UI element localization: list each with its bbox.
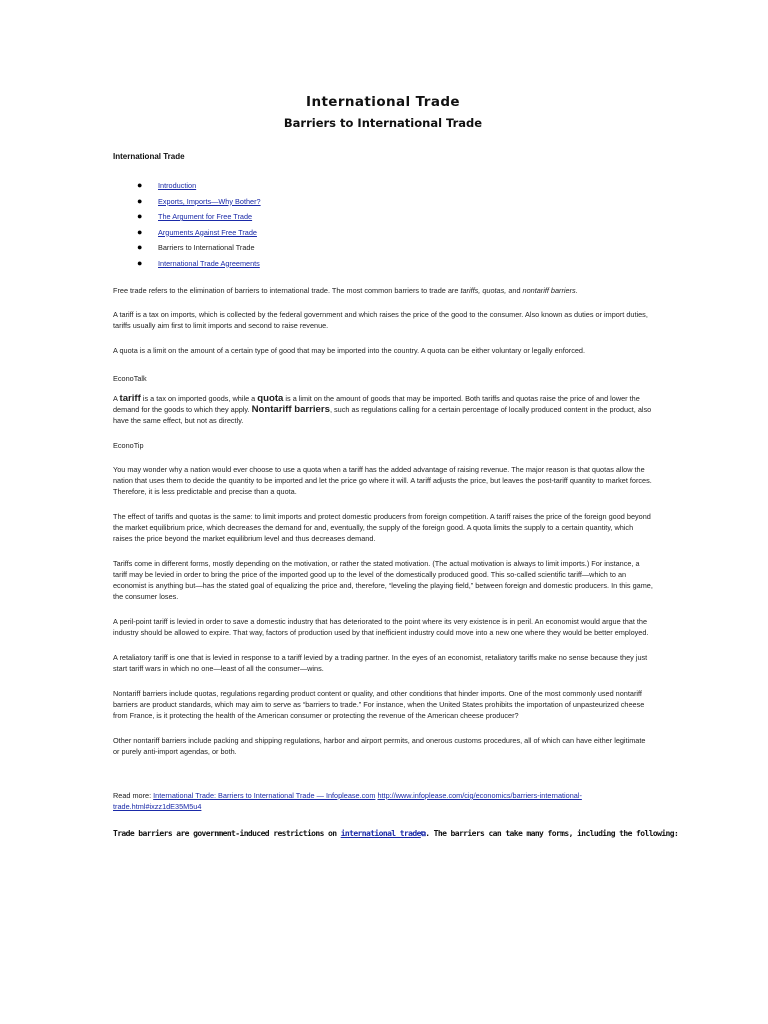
bullet-icon: ● <box>137 180 143 190</box>
toc-item <box>137 243 653 259</box>
intro-text: Free trade refers to the elimination of barriers to international trade. The most common barriers to trade are <box>113 286 461 295</box>
quota-paragraph: A quota is a limit on the amount of a certain type of good that may be imported into the country. A quota can be either voluntary or legally enforced. <box>113 346 586 355</box>
toc-item[interactable] <box>137 197 653 213</box>
read-more <box>113 790 653 812</box>
econotalk-text: is a limit on the amount of goods that may be imported. Both tariffs and quotas raise the price of and lower the demand for the goods to which they apply. <box>113 394 640 414</box>
table-of-contents <box>113 181 653 274</box>
page-subtitle: Barriers to International Trade <box>283 116 483 130</box>
trade-barriers-text: Trade barriers are government-induced restrictions on <box>113 829 341 838</box>
econotalk-term: quota <box>257 393 284 404</box>
why-quota-paragraph: You may wonder why a nation would ever choose to use a quota when a tariff has the added advantage of raising revenue. The major reason is that quotas allow the nation that uses them to decide the quantity to be imported and let the price go where it will. A tariff adjusts the price, but leaves the post-tariff quantity to market forces. Therefore, it is less predictable and precise than a quota. <box>113 465 652 496</box>
econotalk-text: , such as regulations calling for a certain percentage of locally produced content in the product, also have the same effect, but not as directly. <box>113 405 652 425</box>
toc-item[interactable] <box>137 228 653 244</box>
econotalk-text: A <box>113 394 120 403</box>
econotip-label: EconoTip <box>113 441 144 450</box>
intro-emphasis: tariffs, quotas, <box>460 286 507 295</box>
intro-text: and <box>506 286 523 295</box>
toc-item[interactable] <box>137 181 653 197</box>
read-more-url[interactable]: http://www.infoplease.com/cig/economics/barriers-international-trade.html#ixzz1dE35M5u4 <box>113 791 582 811</box>
bullet-icon: ● <box>137 211 143 221</box>
effect-paragraph: The effect of tariffs and quotas is the same: to limit imports and protect domestic producers from foreign competition. A tariff raises the price of the foreign good beyond the market equilibrium price, which decreases the demand for and, eventually, the supply of the foreign good. A quota limits the supply to a certain quantity, which raises the price beyond the market equilibrium level and thus decreases demand. <box>113 512 651 543</box>
toc-link-arguments-against[interactable]: Arguments Against Free Trade <box>158 227 257 237</box>
intro-paragraph <box>113 285 653 296</box>
toc-link-argument-for[interactable]: The Argument for Free Trade <box>158 212 253 221</box>
econotalk-label: EconoTalk <box>113 374 147 383</box>
read-more-link[interactable]: International Trade: Barriers to International Trade — Infoplease.com <box>153 791 376 800</box>
other-nontariff-paragraph: Other nontariff barriers include packing and shipping regulations, harbor and airport permits, and onerous customs procedures, all of which can have either legitimate or purely anti-import agendas, or both. <box>113 736 646 756</box>
toc-link-introduction[interactable]: Introduction <box>158 181 197 190</box>
international-trade-link[interactable]: international trade <box>340 829 421 838</box>
bullet-icon: ● <box>137 242 143 252</box>
econotalk-term: tariff <box>119 393 141 404</box>
intro-emphasis: nontariff barriers <box>522 286 576 295</box>
toc-link-agreements[interactable]: International Trade Agreements <box>158 258 260 268</box>
retaliatory-paragraph: A retaliatory tariff is one that is levied in response to a tariff levied by a trading partner. In the eyes of an economist, retaliatory tariffs make no sense because they just start tariff wars in which no one—least of all the consumer—wins. <box>113 653 648 673</box>
external-link-icon[interactable]: ⧉ <box>420 830 426 838</box>
page-title: International Trade <box>306 94 460 110</box>
section-heading: International Trade <box>113 152 185 161</box>
econotalk-paragraph <box>113 393 653 426</box>
econotalk-term: Nontariff barriers <box>251 404 330 415</box>
bullet-icon: ● <box>137 226 143 237</box>
toc-link-exports-imports[interactable]: Exports, Imports—Why Bother? <box>158 196 261 206</box>
nontariff-paragraph: Nontariff barriers include quotas, regulations regarding product content or quality, and other conditions that hinder imports. One of the most commonly used nontariff barriers are product standards, which may aim to serve as “barriers to trade.” For instance, when the United States prohibits the importation of unpasteurized cheese from France, is it protecting the health of the American consumer or protecting the revenue of the American cheese producer? <box>113 689 645 720</box>
econotalk-text: is a tax on imported goods, while a <box>140 394 258 403</box>
document-page <box>113 93 679 839</box>
read-more-label: Read more: <box>113 791 154 800</box>
toc-item[interactable] <box>137 212 653 228</box>
trade-barriers-text: . The barriers can take many forms, including the following: <box>425 829 679 838</box>
intro-text: . <box>575 286 578 295</box>
toc-item[interactable] <box>137 259 653 275</box>
toc-current-barriers: Barriers to International Trade <box>158 243 255 252</box>
trade-barriers-line <box>113 829 679 839</box>
peril-point-paragraph: A peril-point tariff is levied in order to save a domestic industry that has deteriorated to the point where its very existence is in peril. An economist would argue that the industry should be allowed to expire. That way, factors of production used by that inefficient industry could move into a new one where they would be better employed. <box>113 617 649 637</box>
bullet-icon: ● <box>137 195 143 206</box>
bullet-icon: ● <box>137 257 143 268</box>
forms-paragraph: Tariffs come in different forms, mostly depending on the motivation, or rather the stated motivation. (The actual motivation is always to limit imports.) For instance, a tariff may be levied in order to bring the price of the imported good up to the level of the domestically produced good. This so-called scientific tariff—which to an economist is anything but—has the stated goal of equalizing the price and, therefore, “leveling the playing field,” between foreign and domestic producers. In this game, the consumer loses. <box>113 559 653 601</box>
tariff-paragraph: A tariff is a tax on imports, which is collected by the federal government and which raises the price of the good to the consumer. Also known as duties or import duties, tariffs usually aim first to limit imports and second to raise revenue. <box>113 310 648 330</box>
